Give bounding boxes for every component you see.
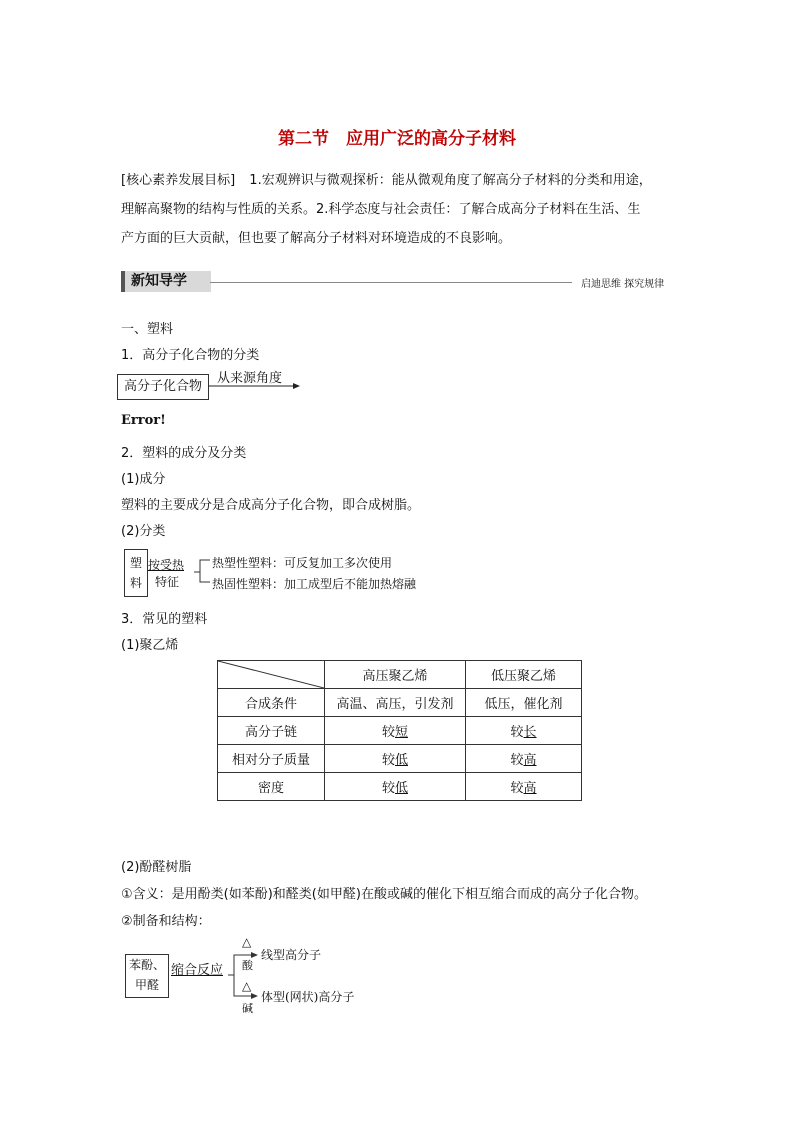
reactant-formaldehyde: 甲醛 xyxy=(134,978,159,992)
composition-text: 塑料的主要成分是合成高分子化合物，即合成树脂。 xyxy=(121,498,421,513)
goals-label: [核心素养发展目标] xyxy=(121,173,236,188)
heading-composition-a: (1)成分 xyxy=(121,472,166,487)
phenolic-prep-heading: ②制备和结构： xyxy=(121,914,211,929)
lp-cell: 低压，催化剂 xyxy=(466,689,582,717)
goals-text-1: 1.宏观辨识与微观探析：能从微观角度了解高分子材料的分类和用途， xyxy=(249,173,652,188)
error-text: Error! xyxy=(121,413,166,428)
hp-cell: 较短 xyxy=(325,717,466,745)
lp-cell: 较长 xyxy=(466,717,582,745)
delta-bottom: △ xyxy=(242,979,252,993)
hp-cell: 高温、高压，引发剂 xyxy=(325,689,466,717)
heading-common-plastics: 3．常见的塑料 xyxy=(121,612,208,627)
goals-line-1 xyxy=(121,166,681,195)
row-label: 相对分子质量 xyxy=(218,745,325,773)
cls-mid-2: 特征 xyxy=(155,575,180,589)
plastic-box xyxy=(124,549,148,597)
heading-classification: 1．高分子化合物的分类 xyxy=(121,348,260,363)
table-row xyxy=(218,717,582,745)
source-arrow-head xyxy=(293,383,300,389)
condensation-label: 缩合反应 xyxy=(171,963,224,978)
goals-line-3: 产方面的巨大贡献，但也要了解高分子材料对环境造成的不良影响。 xyxy=(121,231,512,246)
heading-classification-b: (2)分类 xyxy=(121,524,166,539)
section-banner xyxy=(121,271,211,292)
thermoset-text: 热固性塑料：加工成型后不能加热熔融 xyxy=(212,577,417,591)
linear-polymer: 线型高分子 xyxy=(261,948,322,962)
polymer-box: 高分子化合物 xyxy=(117,374,209,400)
section-banner-subtitle: 启迪思维 探究规律 xyxy=(581,279,665,290)
arrow-label: 从来源角度 xyxy=(217,371,283,386)
heading-phenolic-resin: (2)酚醛树脂 xyxy=(121,860,192,875)
table-corner-cell xyxy=(218,661,325,689)
page-title: 第二节 应用广泛的高分子材料 xyxy=(278,129,516,149)
section-banner-label: 新知导学 xyxy=(131,273,187,289)
plastic-box-label: 塑料 xyxy=(129,556,142,590)
reactants-box xyxy=(125,954,169,998)
header-low-pressure: 低压聚乙烯 xyxy=(466,661,582,689)
row-label: 密度 xyxy=(218,773,325,801)
acid-label: 酸 xyxy=(242,959,253,972)
lp-cell: 较高 xyxy=(466,773,582,801)
heading-polyethylene: (1)聚乙烯 xyxy=(121,638,179,653)
lp-cell: 较高 xyxy=(466,745,582,773)
table-row xyxy=(218,745,582,773)
goals-line-2: 理解高聚物的结构与性质的关系。2.科学态度与社会责任：了解合成高分子材料在生活、生 xyxy=(121,202,641,217)
heading-plastics: 一、塑料 xyxy=(121,322,174,337)
section-banner-rule xyxy=(210,282,572,283)
reactant-phenol: 苯酚、 xyxy=(128,958,165,972)
delta-top: △ xyxy=(242,935,252,949)
row-label: 合成条件 xyxy=(218,689,325,717)
by-heat-label: 按受热 xyxy=(148,558,185,572)
branch-bottom-arrowhead xyxy=(251,993,258,999)
heading-composition: 2．塑料的成分及分类 xyxy=(121,446,247,461)
table-row xyxy=(218,773,582,801)
thermoplastic-text: 热塑性塑料：可反复加工多次使用 xyxy=(212,556,393,570)
table-row xyxy=(218,689,582,717)
hp-cell: 较低 xyxy=(325,745,466,773)
brace-top xyxy=(194,560,210,572)
hp-cell: 较低 xyxy=(325,773,466,801)
network-polymer: 体型(网状)高分子 xyxy=(261,990,355,1004)
polyethylene-table xyxy=(217,660,582,801)
phenolic-meaning: ①含义：是用酚类(如苯酚)和醛类(如甲醛)在酸或碱的催化下相互缩合而成的高分子化合物。 xyxy=(121,887,647,902)
cls-mid-1 xyxy=(148,556,184,573)
base-label: 碱 xyxy=(242,1002,253,1015)
brace-bottom xyxy=(200,572,210,582)
table-header-row xyxy=(218,661,582,689)
row-label: 高分子链 xyxy=(218,717,325,745)
header-high-pressure: 高压聚乙烯 xyxy=(325,661,466,689)
